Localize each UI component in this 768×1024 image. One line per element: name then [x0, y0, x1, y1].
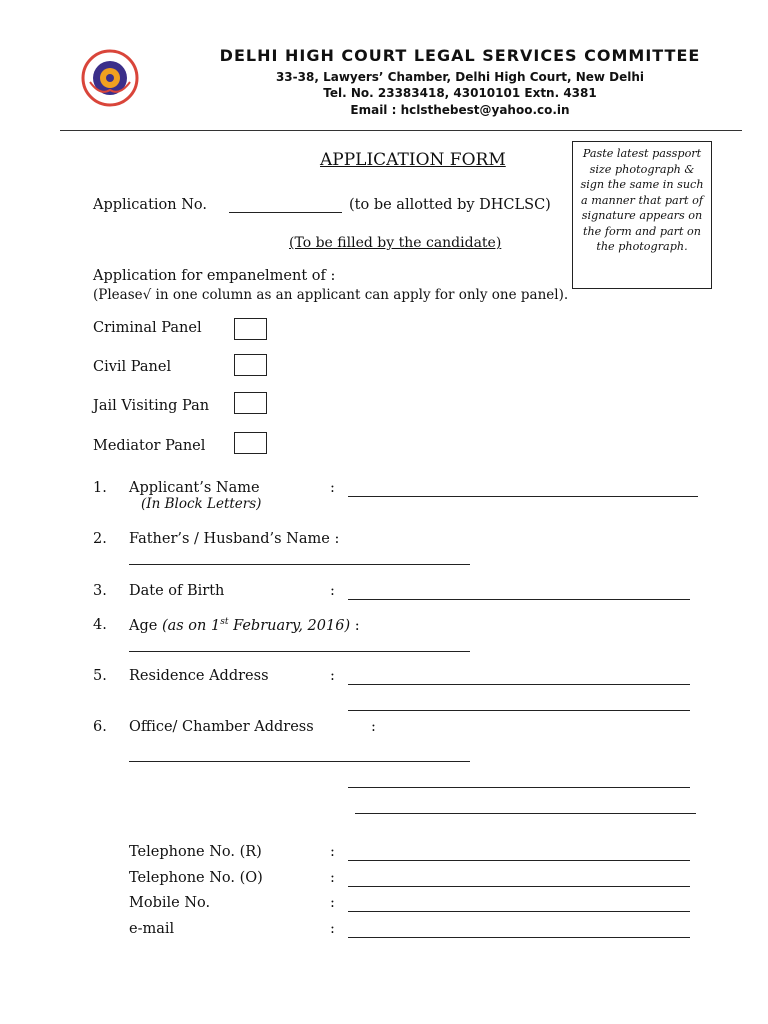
date-of-birth-field[interactable]	[348, 599, 690, 600]
mobile-no-field[interactable]	[348, 911, 690, 912]
empanelment-label: Application for empanelment of :	[93, 268, 336, 284]
applicant-name-field[interactable]	[348, 496, 698, 497]
committee-address: 33-38, Lawyers’ Chamber, Delhi High Court, New Delhi	[275, 70, 645, 84]
filled-by-note: (To be filled by the candidate)	[289, 235, 502, 251]
photo-box[interactable]	[572, 141, 712, 289]
telephone-residence-label: Telephone No. (R)	[129, 844, 262, 860]
father-husband-name-label: Father’s / Husband’s Name :	[129, 531, 340, 547]
office-address-field-line3[interactable]	[355, 813, 696, 814]
field-colon: :	[330, 921, 335, 937]
office-chamber-address-label: Office/ Chamber Address	[129, 719, 314, 735]
header-divider	[60, 130, 742, 131]
field-number: 6.	[93, 719, 107, 735]
residence-address-label: Residence Address	[129, 668, 269, 684]
field-colon: :	[330, 668, 335, 684]
field-colon: :	[330, 480, 335, 496]
panel-label-civil: Civil Panel	[93, 359, 172, 375]
criminal-panel-checkbox[interactable]	[234, 318, 267, 340]
panel-label-mediator: Mediator Panel	[93, 438, 206, 454]
email-label: e-mail	[129, 921, 175, 937]
panel-label-criminal: Criminal Panel	[93, 320, 202, 336]
dhclsc-logo	[60, 44, 160, 114]
age-label: Age	[129, 617, 158, 634]
field-number: 5.	[93, 668, 107, 684]
field-number: 2.	[93, 531, 107, 547]
empanelment-note: (Please√ in one column as an applicant can apply for only one panel).	[93, 287, 569, 303]
block-letters-note: (In Block Letters)	[141, 496, 262, 512]
mediator-panel-checkbox[interactable]	[234, 432, 267, 454]
jail-visiting-panel-checkbox[interactable]	[234, 392, 267, 414]
age-note-suffix: February, 2016)	[228, 617, 351, 634]
photo-instructions: Paste latest passport size photograph & sign the same in such a manner that part of signature appears on the form and part on the photograph.	[580, 147, 704, 253]
father-husband-name-field[interactable]	[129, 564, 470, 565]
date-of-birth-label: Date of Birth	[129, 583, 225, 599]
panel-label-jail-visiting: Jail Visiting Pan	[93, 398, 210, 414]
residence-address-field-line2[interactable]	[348, 710, 690, 711]
age-note-prefix: (as on 1	[161, 617, 221, 634]
email-field[interactable]	[348, 937, 690, 938]
civil-panel-checkbox[interactable]	[234, 354, 267, 376]
field-number: 1.	[93, 480, 107, 496]
field-number: 4.	[93, 617, 107, 633]
age-field[interactable]	[129, 651, 470, 652]
age-date-note	[162, 618, 350, 634]
telephone-office-field[interactable]	[348, 886, 690, 887]
field-colon: :	[330, 844, 335, 860]
form-title: APPLICATION FORM	[320, 150, 506, 170]
field-colon: :	[330, 583, 335, 599]
application-no-label: Application No.	[93, 197, 207, 213]
committee-email: Email : hclsthebest@yahoo.co.in	[350, 103, 570, 117]
office-address-field-line2[interactable]	[348, 787, 690, 788]
telephone-office-label: Telephone No. (O)	[129, 870, 263, 886]
office-address-field-line1[interactable]	[129, 761, 470, 762]
committee-title: DELHI HIGH COURT LEGAL SERVICES COMMITTEE	[219, 46, 701, 65]
field-colon: :	[330, 870, 335, 886]
residence-address-field-line1[interactable]	[348, 684, 690, 685]
age-label-row	[129, 617, 360, 634]
applicant-name-label: Applicant’s Name	[129, 480, 260, 496]
age-note-superscript: st	[220, 617, 229, 627]
age-colon: :	[350, 617, 360, 634]
application-no-note: (to be allotted by DHCLSC)	[349, 197, 551, 213]
field-number: 3.	[93, 583, 107, 599]
committee-telephone: Tel. No. 23383418, 43010101 Extn. 4381	[323, 86, 597, 100]
application-no-field[interactable]	[229, 212, 342, 213]
field-colon: :	[371, 719, 376, 735]
field-colon: :	[330, 895, 335, 911]
mobile-no-label: Mobile No.	[129, 895, 211, 911]
telephone-residence-field[interactable]	[348, 860, 690, 861]
